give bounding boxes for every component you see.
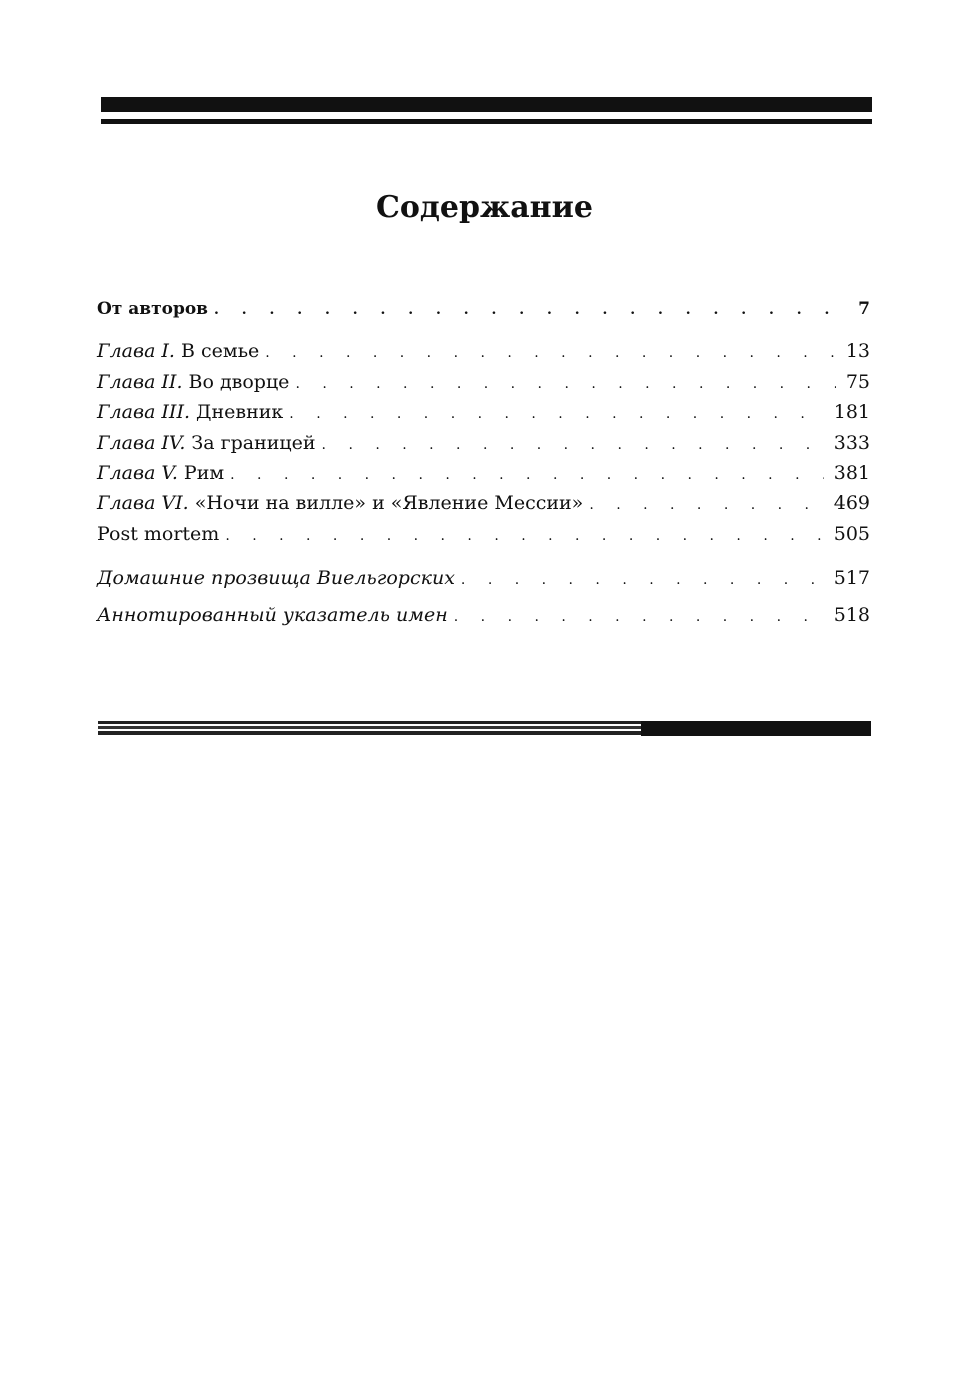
toc-entry-title: Post mortem bbox=[97, 523, 220, 545]
top-rule-thick bbox=[101, 97, 872, 112]
dot-leader bbox=[230, 461, 824, 489]
dot-leader bbox=[589, 491, 823, 519]
chapter-number: Глава II. bbox=[97, 371, 183, 393]
toc-entry-title: За границей bbox=[185, 432, 316, 454]
toc-entry-name-index[interactable] bbox=[97, 601, 870, 629]
toc-entry-page: 505 bbox=[833, 523, 870, 545]
dot-leader bbox=[289, 400, 823, 428]
toc-entry-title: «Ночи на вилле» и «Явление Мессии» bbox=[188, 492, 584, 514]
dot-leader bbox=[295, 370, 835, 398]
toc-entry-page: 518 bbox=[833, 604, 870, 626]
page-title: Содержание bbox=[376, 190, 593, 225]
dot-leader bbox=[461, 566, 824, 594]
dot-leader bbox=[214, 296, 848, 324]
toc-entry-page: 381 bbox=[833, 462, 870, 484]
toc-entry-title: Дневник bbox=[190, 401, 284, 423]
toc-entry-page: 13 bbox=[845, 340, 870, 362]
toc-entry-page: 469 bbox=[833, 492, 870, 514]
chapter-number: Глава I. bbox=[97, 340, 175, 362]
toc-entry-from-authors[interactable] bbox=[97, 295, 870, 323]
dot-leader bbox=[265, 339, 836, 367]
bottom-rule bbox=[98, 721, 871, 736]
toc-entry-page: 517 bbox=[833, 567, 870, 589]
toc-entry-title: В семье bbox=[174, 340, 260, 362]
toc-entry-post-mortem[interactable] bbox=[97, 520, 870, 548]
toc-entry-title: Рим bbox=[177, 462, 225, 484]
dot-leader bbox=[454, 603, 824, 631]
toc-entry-nicknames[interactable] bbox=[97, 564, 870, 592]
toc-entry-chapter-2[interactable] bbox=[97, 368, 870, 396]
chapter-number: Глава V. bbox=[97, 462, 178, 484]
toc-entry-chapter-3[interactable] bbox=[97, 398, 870, 426]
toc-entry-page: 7 bbox=[858, 299, 870, 319]
toc-entry-page: 181 bbox=[833, 401, 870, 423]
chapter-number: Глава IV. bbox=[97, 432, 186, 454]
toc-entry-title: Домашние прозвища Виельгорских bbox=[97, 567, 455, 589]
toc-entry-title: Аннотированный указатель имен bbox=[97, 604, 448, 626]
dot-leader bbox=[225, 522, 823, 550]
chapter-number: Глава VI. bbox=[97, 492, 189, 514]
dot-leader bbox=[322, 431, 824, 459]
toc-entry-chapter-1[interactable] bbox=[97, 337, 870, 365]
toc-entry-page: 333 bbox=[833, 432, 870, 454]
toc-entry-title: От авторов bbox=[97, 299, 208, 319]
top-rule-thin bbox=[101, 119, 872, 124]
chapter-number: Глава III. bbox=[97, 401, 190, 423]
toc-entry-page: 75 bbox=[845, 371, 870, 393]
toc-entry-chapter-4[interactable] bbox=[97, 429, 870, 457]
toc-entry-title: Во дворце bbox=[182, 371, 290, 393]
toc-entry-chapter-6[interactable] bbox=[97, 489, 870, 517]
toc-entry-chapter-5[interactable] bbox=[97, 459, 870, 487]
